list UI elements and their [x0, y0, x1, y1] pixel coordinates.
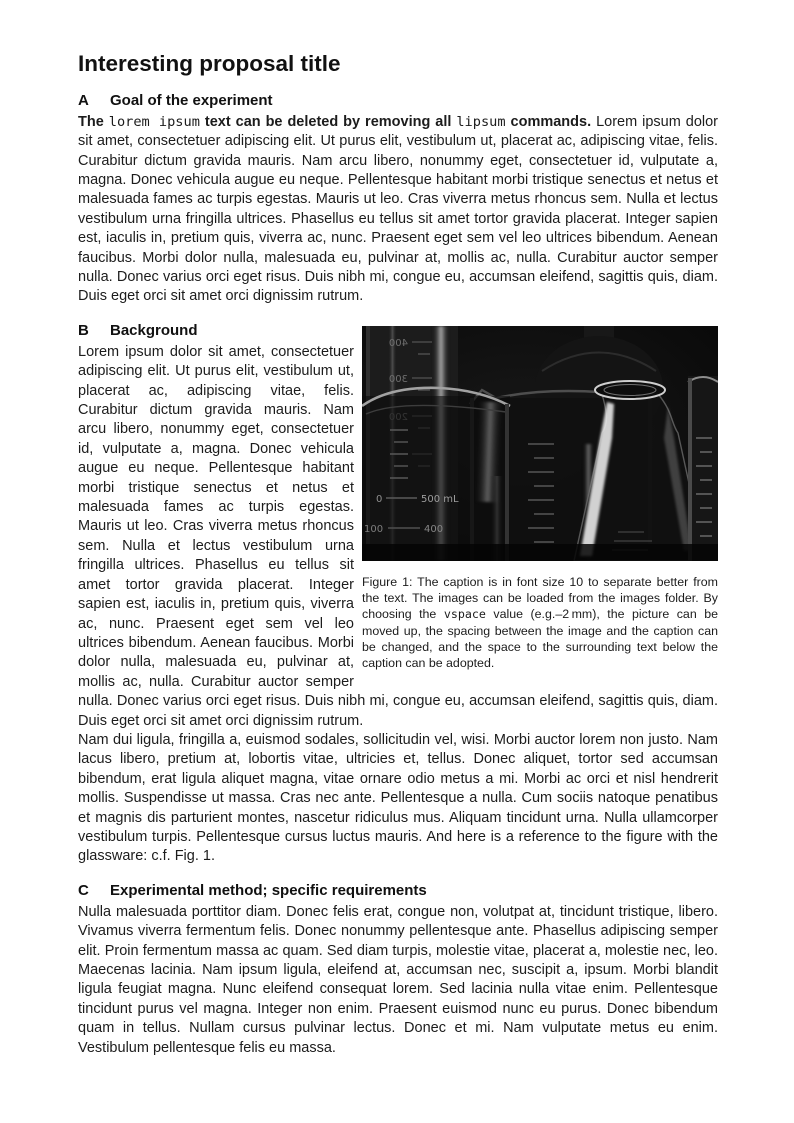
- section-c-heading-text: Experimental method; specific requirements: [110, 881, 427, 899]
- figure-1-photo: [362, 326, 718, 561]
- svg-text:400: 400: [424, 523, 444, 535]
- section-b-heading-text: Background: [110, 321, 198, 339]
- section-method: [78, 882, 718, 1058]
- front-beaker: [362, 388, 510, 561]
- figure-1: [362, 326, 718, 672]
- section-b-paragraph-1: Lorem ipsum dolor sit amet, consectetuer adipiscing elit. Ut purus elit, vestibulum ut, placerat ac, adipiscing vitae, felis. Curabitur dictum gravida mauris. Nam arcu libero, nonummy eget, consectetuer id, vulputate a, magna. Donec vehicula augue eu neque. Pellentesque habitant morbi tristique senectus et netus et malesuada fames ac turpis egestas. Mauris ut leo. Cras viverra metus rhoncus sem. Nulla et lectus vestibulum urna fringilla ultrices. Phasellus eu tellus sit amet tortor gravida placerat. Integer sapien est, iaculis in, pretium quis, viverra ac, nunc. Praesent eget sem vel leo ultrices bibendum. Aenean faucibus. Morbi dolor nulla, malesuada eu, pulvinar at, mollis ac, nulla. Curabitur auctor semper nulla. Donec varius orci eget risus. Duis nibh mi, congue eu, accumsan eleifend, sagittis quis, diam. Duis eget orci sit amet orci dignissim rutrum.: [78, 343, 718, 729]
- section-a-paragraph: The lorem ipsum text can be deleted by removing all lipsum commands. Lorem ipsum dolor sit amet, consectetuer adipiscing elit. Ut purus elit, vestibulum ut, placerat ac, adipiscing vitae, felis. Curabitur dictum gravida mauris. Nam arcu libero, nonummy eget, consectetuer id, vulputate a, magna. Donec vehicula augue eu neque. Pellentesque habitant morbi tristique senectus et netus et malesuada fames ac turpis egestas. Mauris ut leo. Cras viverra metus rhoncus sem. Nulla et lectus vestibulum urna fringilla ultrices. Phasellus eu tellus sit amet tortor gravida placerat. Integer sapien est, iaculis in, pretium quis, viverra ac, nunc. Praesent eget sem vel leo ultrices bibendum. Aenean faucibus. Morbi dolor nulla, malesuada eu, pulvinar at, mollis ac, nulla. Curabitur auctor semper nulla. Donec varius orci eget risus. Duis nibh mi, congue eu, accumsan eleifend, sagittis quis, diam. Duis eget orci sit amet orci dignissim rutrum.: [78, 113, 719, 305]
- section-a-heading: [78, 92, 718, 109]
- section-c-heading: [78, 882, 718, 899]
- right-beaker: [688, 376, 718, 561]
- section-b-label: B: [78, 321, 89, 339]
- section-a-heading-text: Goal of the experiment: [110, 91, 273, 109]
- svg-text:0: 0: [376, 493, 383, 505]
- svg-text:300: 300: [388, 373, 408, 385]
- section-goal: [78, 92, 718, 307]
- section-a-label: A: [78, 91, 89, 109]
- section-c-label: C: [78, 881, 89, 899]
- photo-foreground-shadow: [362, 544, 718, 561]
- section-background: [78, 322, 718, 867]
- section-b-paragraph-2: Nam dui ligula, fringilla a, euismod sodales, sollicitudin vel, wisi. Morbi auctor lorem non justo. Nam lacus libero, pretium at, lobortis vitae, ultricies et, tellus. Donec aliquet, tortor sed accumsan bibendum, erat ligula aliquet magna, vitae ornare odio metus a mi. Morbi ac orci et nisl hendrerit mollis. Suspendisse ut massa. Cras nec ante. Pellentesque a nulla. Cum sociis natoque penatibus et magnis dis parturient montes, nascetur ridiculus mus. Aliquam tincidunt urna. Nulla ullamcorper vestibulum turpis. Pellentesque cursus luctus mauris. And here is a reference to the figure with the glassware: c.f. Fig. 1.: [78, 731, 718, 865]
- svg-text:500 mL: 500 mL: [421, 493, 459, 505]
- page-title: Interesting proposal title: [78, 51, 341, 76]
- figure-1-caption: Figure 1: The caption is in font size 10 to separate better from the text. The images can be loaded from the images folder. By choosing the vspace value (e.g.–2 mm), the picture can be moved up, the spacing between the image and the caption can be changed, and the space to the surrounding text below the caption can be adopted.: [362, 574, 718, 671]
- svg-text:400: 400: [388, 337, 408, 349]
- section-c-paragraph: Nulla malesuada porttitor diam. Donec felis erat, congue non, volutpat at, tincidunt tristique, libero. Vivamus viverra fermentum felis. Donec nonummy pellentesque ante. Phasellus adipiscing semper elit. Proin fermentum massa ac quam. Sed diam turpis, molestie vitae, placerat a, molestie nec, leo. Maecenas lacinia. Nam ipsum ligula, eleifend at, accumsan nec, suscipit a, ipsum. Morbi blandit ligula feugiat magna. Nunc eleifend consequat lorem. Sed lacinia nulla vitae enim. Pellentesque tincidunt purus vel magna. Integer non enim. Praesent euismod nunc eu purus. Donec bibendum quam in tellus. Nullam cursus pulvinar lectus. Donec et mi. Nam vulputate metus eu enim. Vestibulum pellentesque felis eu massa.: [78, 903, 718, 1056]
- svg-text:100: 100: [364, 523, 384, 535]
